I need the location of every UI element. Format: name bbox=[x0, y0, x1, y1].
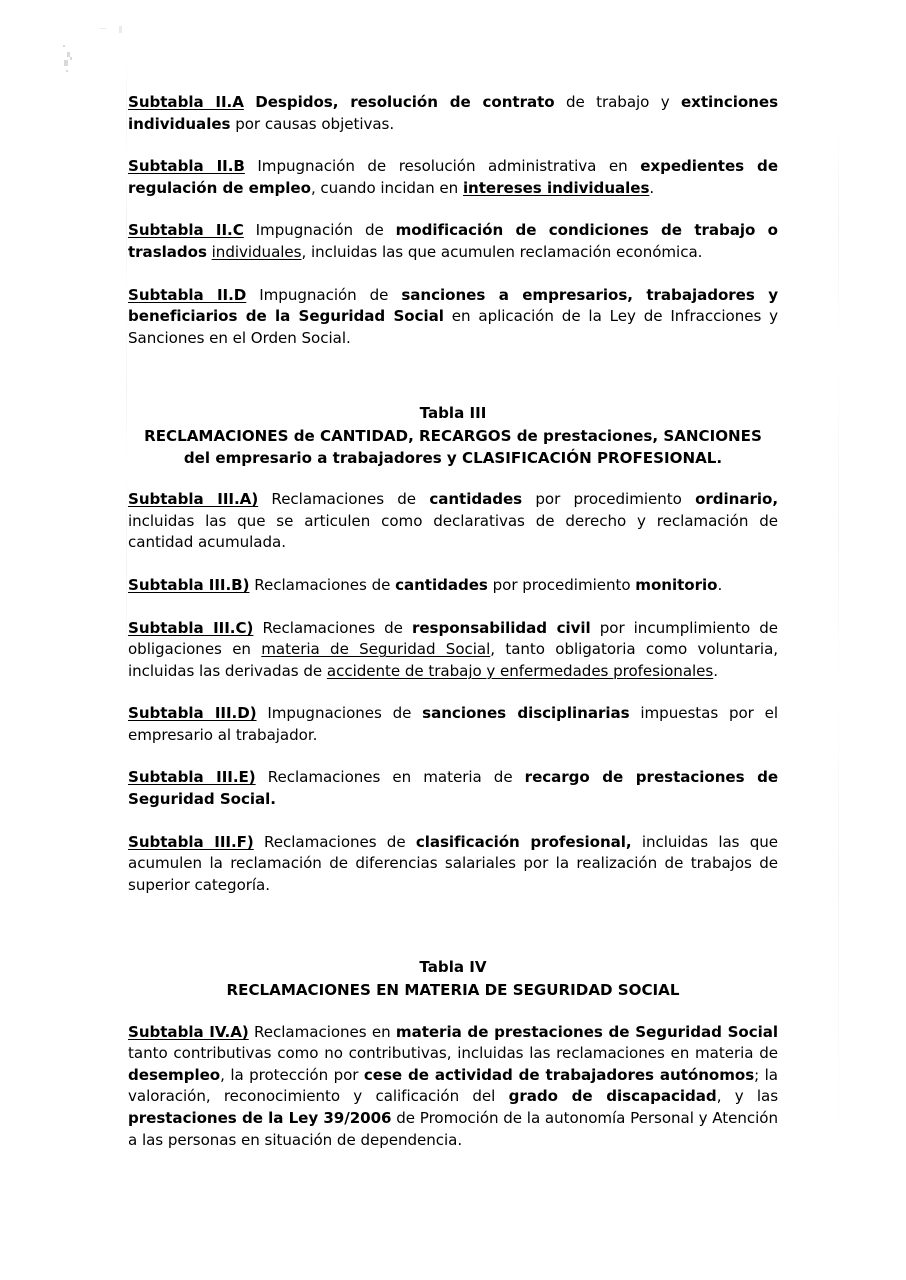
subtabla-iii-e bbox=[128, 767, 778, 810]
scan-speckle bbox=[100, 28, 106, 29]
text-run: Impugnación de resolución administrativa en bbox=[244, 157, 641, 176]
subtabla-ii-d bbox=[128, 285, 778, 350]
emphasis-run: sanciones disciplinarias bbox=[422, 704, 630, 723]
emphasis-underline-run: intereses individuales bbox=[462, 178, 650, 197]
text-run bbox=[244, 93, 255, 111]
text-run: de trabajo y bbox=[554, 93, 681, 111]
scan-speckle bbox=[66, 70, 68, 72]
emphasis-run: expedientes de regulación de empleo bbox=[128, 157, 779, 197]
text-run: por causas objetivas. bbox=[230, 114, 395, 133]
emphasis-run: ordinario, bbox=[695, 490, 779, 509]
tabla-iii-heading bbox=[128, 403, 778, 469]
subtabla-ii-c bbox=[128, 220, 778, 263]
text-run: , la protección por bbox=[220, 1065, 364, 1084]
text-run: por procedimiento bbox=[522, 490, 696, 509]
text-run: incluidas las que acumulen la reclamación de diferencias salariales por la realización de trabajos de superior categoría. bbox=[128, 832, 778, 894]
emphasis-run: Despidos, resolución de contrato bbox=[255, 93, 555, 111]
text-run: impuestas por el empresario al trabajador. bbox=[128, 704, 778, 744]
scan-speckle bbox=[63, 45, 65, 47]
emphasis-run: prestaciones de la Ley 39/2006 bbox=[128, 1109, 392, 1127]
subtabla-iii-d bbox=[128, 703, 778, 746]
table-number: Tabla III bbox=[419, 404, 487, 423]
text-run: , tanto obligatoria como voluntaria, incluidas las derivadas de bbox=[128, 640, 779, 680]
emphasis-run: extinciones individuales bbox=[128, 93, 778, 133]
text-run: Reclamaciones de bbox=[258, 490, 430, 509]
subtabla-label: Subtabla II.B bbox=[128, 157, 245, 176]
emphasis-run: modificación de condiciones de trabajo o traslados bbox=[128, 221, 778, 261]
subtabla-label: Subtabla IV.A) bbox=[128, 1022, 249, 1041]
text-run: , cuando incidan en bbox=[310, 178, 463, 197]
text-run: . bbox=[717, 575, 723, 594]
subtabla-label: Subtabla III.A) bbox=[128, 490, 259, 509]
tabla-iv-heading bbox=[128, 957, 778, 1001]
text-run: , incluidas las que acumulen reclamación económica. bbox=[301, 242, 703, 261]
subtabla-label: Subtabla III.C) bbox=[128, 618, 254, 637]
subtabla-iii-a bbox=[128, 489, 778, 554]
document-body bbox=[128, 92, 778, 1151]
subtabla-label: Subtabla II.C bbox=[128, 221, 244, 240]
scan-speckle bbox=[67, 52, 70, 57]
text-run: . bbox=[649, 178, 655, 197]
text-run: , y las bbox=[716, 1087, 779, 1106]
scan-speckle bbox=[70, 57, 72, 60]
subtabla-iii-b bbox=[128, 575, 778, 597]
emphasis-run: cantidades bbox=[429, 490, 523, 509]
section-spacer bbox=[128, 370, 778, 403]
table-title: RECLAMACIONES EN MATERIA DE SEGURIDAD SOCIAL bbox=[226, 981, 680, 1000]
underline-run: materia de Seguridad Social bbox=[261, 640, 491, 659]
underline-run: individuales bbox=[211, 242, 302, 261]
subtabla-ii-a bbox=[128, 92, 778, 135]
emphasis-run: cantidades bbox=[395, 575, 488, 594]
table-title: RECLAMACIONES de CANTIDAD, RECARGOS de prestaciones, SANCIONES del empresario a trabajadores y CLASIFICACIÓN PROFESIONAL. bbox=[144, 426, 762, 467]
emphasis-run: recargo de prestaciones de Seguridad Social. bbox=[128, 768, 779, 809]
emphasis-run: clasificación profesional, bbox=[415, 832, 632, 851]
text-run: tanto contributivas como no contributivas, incluidas las reclamaciones en materia de bbox=[128, 1044, 778, 1063]
emphasis-run: desempleo bbox=[128, 1065, 221, 1084]
text-run: Reclamaciones en materia de bbox=[255, 768, 525, 787]
table-number: Tabla IV bbox=[419, 958, 487, 977]
subtabla-label: Subtabla III.F) bbox=[128, 832, 254, 851]
subtabla-label: Subtabla II.A bbox=[128, 93, 244, 111]
subtabla-label: Subtabla III.D) bbox=[128, 704, 257, 723]
underline-run: accidente de trabajo y enfermedades profesionales bbox=[326, 661, 714, 680]
emphasis-run: cese de actividad de trabajadores autónomos bbox=[363, 1065, 755, 1084]
emphasis-run: materia de prestaciones de Seguridad Social bbox=[395, 1022, 778, 1041]
emphasis-run: sanciones a empresarios, trabajadores y beneficiarios de la Seguridad Social bbox=[128, 285, 778, 326]
text-run: de Promoción de la autonomía Personal y Atención a las personas en situación de dependencia. bbox=[128, 1109, 779, 1149]
emphasis-run: grado de discapacidad bbox=[508, 1087, 717, 1106]
text-run: Reclamaciones de bbox=[249, 575, 396, 594]
text-run: Reclamaciones de bbox=[253, 618, 412, 637]
subtabla-label: Subtabla III.B) bbox=[128, 575, 250, 594]
subtabla-iv-a bbox=[128, 1022, 778, 1152]
emphasis-run: monitorio bbox=[635, 575, 718, 594]
text-run: Reclamaciones en bbox=[248, 1022, 396, 1041]
text-run: Reclamaciones de bbox=[253, 832, 416, 851]
text-run: por procedimiento bbox=[487, 575, 636, 594]
text-run: por incumplimiento de obligaciones en bbox=[128, 618, 779, 659]
emphasis-run: responsabilidad civil bbox=[411, 618, 591, 637]
text-run: . bbox=[713, 661, 718, 680]
subtabla-ii-b bbox=[128, 156, 778, 199]
text-run: Impugnación de bbox=[243, 221, 396, 240]
subtabla-iii-f bbox=[128, 832, 778, 897]
scan-edge-noise bbox=[838, 120, 839, 1160]
text-run: incluidas las que se articulen como declarativas de derecho y reclamación de cantidad acumulada. bbox=[128, 511, 778, 552]
section-spacer bbox=[128, 917, 778, 957]
scan-edge-noise bbox=[126, 60, 127, 690]
subtabla-label: Subtabla III.E) bbox=[128, 768, 256, 787]
scan-speckle bbox=[64, 60, 68, 66]
text-run: Impugnaciones de bbox=[256, 704, 423, 723]
subtabla-label: Subtabla II.D bbox=[128, 285, 247, 304]
text-run: Impugnación de bbox=[246, 285, 402, 304]
text-run: en aplicación de la Ley de Infracciones y Sanciones en el Orden Social. bbox=[128, 307, 778, 347]
subtabla-iii-c bbox=[128, 618, 778, 683]
scan-speckle bbox=[119, 26, 122, 33]
text-run: ; la valoración, reconocimiento y calificación del bbox=[128, 1065, 778, 1106]
